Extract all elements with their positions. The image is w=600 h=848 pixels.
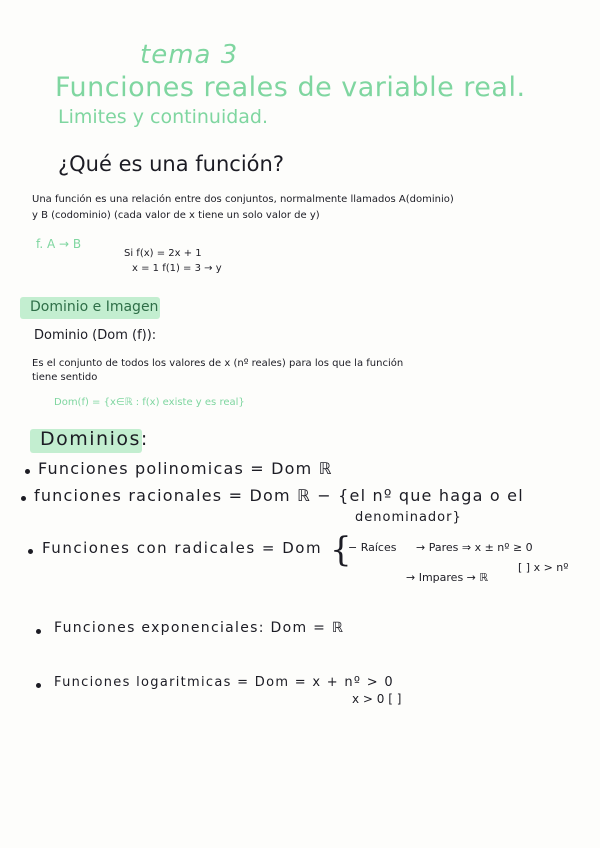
dominio-item-polinomicas: Funciones polinomicas = Dom ℝ (38, 459, 333, 478)
example-line-1: Si f(x) = 2x + 1 (124, 248, 202, 259)
dominio-item-radicales: Funciones con radicales = Dom (42, 539, 323, 557)
definition-line-2: y B (codominio) (cada valor de x tiene un solo valor de y) (32, 210, 320, 221)
mapping-label: f. A → B (36, 237, 82, 251)
dominio-formula: Dom(f) = {x∈ℝ : f(x) existe y es real} (54, 397, 245, 408)
radicales-pares: → Pares ⇒ x ± nº ≥ 0 (416, 541, 533, 554)
radicales-impares: → Impares → ℝ (406, 571, 489, 584)
dominio-item-logaritmicas: Funciones logaritmicas = Dom = x + nº > 0 (54, 675, 394, 690)
dominio-item-racionales-extra: denominador} (355, 510, 462, 525)
bullet (28, 549, 33, 554)
radicales-raices: − Raíces (348, 541, 397, 554)
section-heading-dominios: Dominios: (40, 428, 149, 450)
radicales-bracket: [ ] x > nº (518, 561, 569, 574)
bullet (21, 496, 26, 501)
dominio-item-exponenciales: Funciones exponenciales: Dom = ℝ (54, 620, 345, 636)
brace-icon: { (330, 530, 352, 570)
question-heading: ¿Qué es una función? (58, 152, 284, 176)
dominio-subheading: Dominio (Dom (f)): (34, 328, 157, 343)
bullet (36, 629, 41, 634)
page-title: Funciones reales de variable real. (55, 72, 526, 103)
dominio-item-racionales: funciones racionales = Dom ℝ − {el nº que haga o el (34, 486, 524, 505)
section-heading-dominio-imagen: Dominio e Imagen (30, 299, 159, 315)
dominio-item-logaritmicas-extra: x > 0 [ ] (352, 692, 402, 706)
bullet (36, 683, 41, 688)
dominio-text-2: tiene sentido (32, 372, 98, 383)
bullet (25, 469, 30, 474)
tema-label: tema 3 (140, 40, 239, 70)
dominio-text-1: Es el conjunto de todos los valores de x (nº reales) para los que la función (32, 358, 404, 369)
page-subtitle: Limites y continuidad. (58, 106, 269, 128)
example-line-2: x = 1 f(1) = 3 → y (132, 263, 222, 274)
definition-line-1: Una función es una relación entre dos conjuntos, normalmente llamados A(dominio) (32, 194, 454, 205)
